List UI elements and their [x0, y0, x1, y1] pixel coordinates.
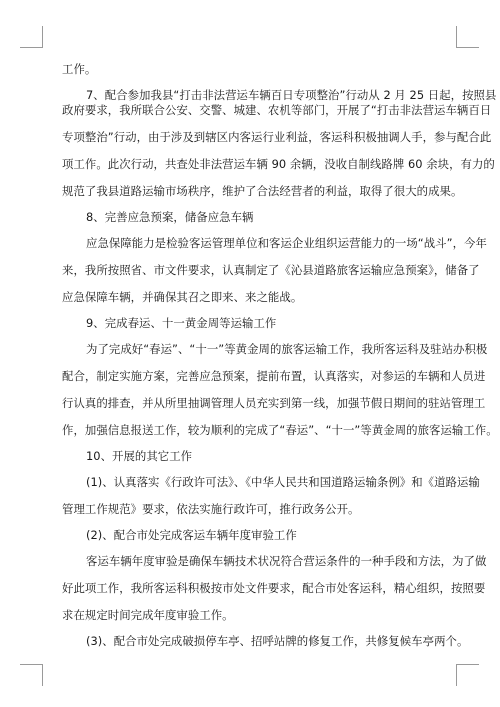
text-line: 行认真的排查，并从所里抽调管理人员充实到第一线，加强节假日期间的驻站管理工 [62, 396, 486, 410]
text-line: 管理工作规范》要求，依法实施行政许可，推行政务公开。 [62, 502, 360, 516]
text-line: 7、配合参加我县“打击非法营运车辆百日专项整治”行动从 2 月 25 日起，按照县 [86, 88, 497, 102]
paragraph-annual-inspection [62, 554, 487, 623]
text-line: 政府要求，我所联合公安、交警、城建、农机等部门，开展了“打击非法营运车辆百日 [62, 103, 492, 117]
text-line: 好此项工作，我所客运科积极按市处文件要求，配合市处客运科，精心组织，按照要 [62, 581, 486, 595]
crop-mark-top-left-vertical [42, 26, 43, 48]
text-line: 来，我所按照省、市文件要求，认真制定了《沁县道路旅客运输应急预案》，储备了 [62, 263, 480, 277]
paragraph-emergency-plan [62, 236, 487, 305]
text-line: 配合，制定实施方案，完善应急预案，提前布置，认真落实，对参运的车辆和人员进 [62, 369, 486, 383]
crop-mark-top-left-horizontal [20, 47, 42, 48]
text-line: 10、开展的其它工作 [86, 449, 193, 463]
heading-subitem-2 [62, 528, 442, 543]
text-line: 作，加强信息报送工作，较为顺利的完成了“春运”、“十一”等黄金周的旅客运输工作。 [62, 423, 498, 437]
text-line: 求在规定时间完成年度审验工作。 [62, 608, 234, 622]
text-line: (2)、配合市处完成客运车辆年度审验工作 [86, 528, 297, 542]
crop-mark-top-right-horizontal [457, 47, 479, 48]
paragraph-subitem-1 [62, 475, 480, 517]
heading-item-8 [62, 210, 442, 225]
text-line: 应急保障能力是检验客运管理单位和客运企业组织运营能力的一场“战斗”，今年 [86, 236, 487, 250]
paragraph-continuation [62, 62, 442, 77]
text-line: 9、完成春运、十一黄金周等运输工作 [86, 316, 277, 330]
text-line: 规范了我县道路运输市场秩序，维护了合法经营者的利益，取得了很大的成果。 [62, 184, 463, 198]
text-line: 为了完成好“春运”、“十一”等黄金周的旅客运输工作，我所客运科及驻站办积极 [86, 342, 488, 356]
crop-mark-bottom-left-vertical [42, 664, 43, 686]
crop-mark-top-right-vertical [456, 26, 457, 48]
heading-item-10 [62, 449, 442, 464]
crop-mark-bottom-right-vertical [456, 664, 457, 686]
text-line: 专项整治”行动，由于涉及到辖区内客运行业利益，客运科积极抽调人手，参与配合此 [62, 130, 492, 144]
text-line: 客运车辆年度审验是确保车辆技术状况符合营运条件的一种手段和方法，为了做 [86, 554, 487, 568]
text-line: 8、完善应急预案，储备应急车辆 [86, 210, 254, 224]
text-line: (3)、配合市处完成破损停车亭、招呼站牌的修复工作，共修复候车亭两个。 [86, 634, 469, 648]
text-line: 项工作。此次行动，共查处非法营运车辆 90 余辆，没收自制线路牌 60 余块，有力的 [62, 157, 495, 171]
crop-mark-bottom-left-horizontal [20, 664, 42, 665]
document-body [62, 62, 498, 660]
text-line: 工作。 [62, 62, 97, 76]
text-line: (1)、认真落实《行政许可法》、《中华人民共和国道路运输条例》和《道路运输 [86, 475, 480, 489]
paragraph-subitem-3 [62, 634, 469, 649]
paragraph-item-7 [62, 88, 497, 199]
crop-mark-bottom-right-horizontal [457, 664, 479, 665]
text-line: 应急保障车辆，并确保其召之即来、来之能战。 [62, 290, 303, 304]
paragraph-holiday-transport [62, 342, 498, 438]
heading-item-9 [62, 316, 442, 331]
